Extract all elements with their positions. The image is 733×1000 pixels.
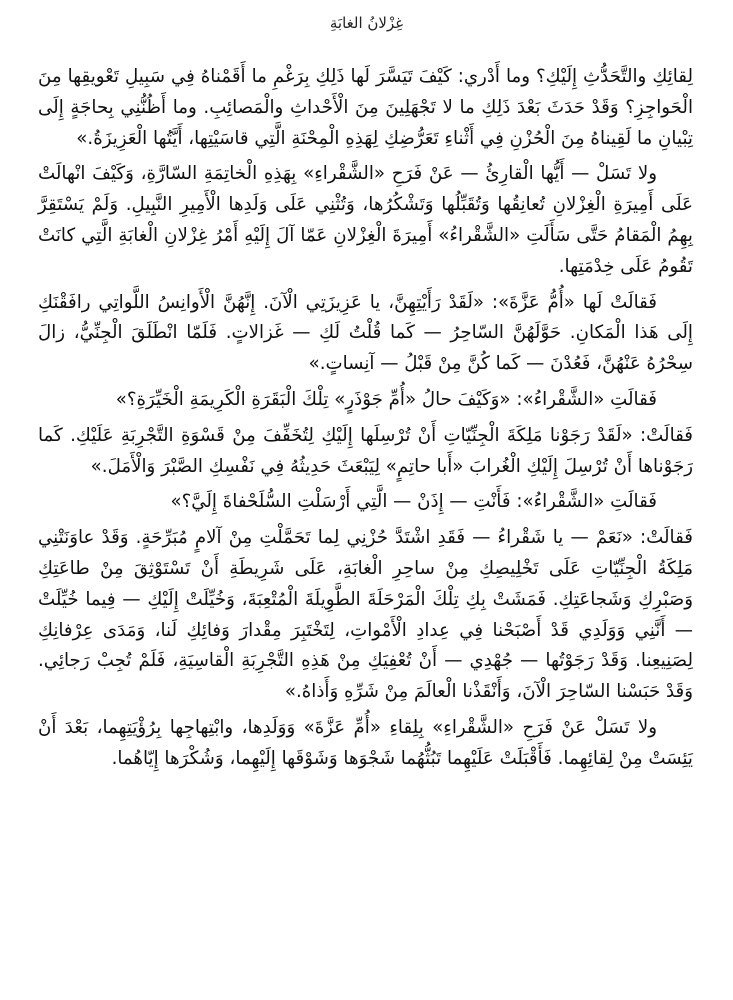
- paragraph-4: فَقالَتِ «الشَّقْراءُ»: «وَكَيْفَ حالُ «أُمِّ جَوْذَرٍ» تِلْكَ الْبَقَرَةِ الْكَرِيمَةِ الْخَيِّرَةِ؟»: [115, 388, 657, 410]
- paragraph-1: لِقائِكِ والتَّحَدُّثِ إِلَيْكِ؟ وما أَدْري: كَيْفَ تَيَسَّرَ لَها ذَلِكِ بِرَغْمِ ما أَقَمْناهُ فِي سَبِيلِ تَعْويقِها مِنَ الْحَواجِزِ؟ وَقَدْ حَدَثَ بَعْدَ ذَلِكِ ما لا تَجْهَلِينَ مِنَ الْأَحْداثِ والْمَصائِبِ. وما أَظُنُّنِي بِحاجَةٍ إِلَى تِبْيانِ ما لَقِيناهُ مِنَ الْحُزْنِ فِي أَثْناءِ تَعَرُّضِكِ لِهَذِهِ الْمِحْنَةِ الَّتِي قاسَيْتِها، أَيَّتُها الْعَزِيزَةُ.»: [38, 66, 693, 149]
- paragraph-3: فَقالَتْ لَها «أُمُّ عَزَّةَ»: «لَقَدْ رَأَيْتِهِنَّ، يا عَزِيزَتِي الْآنَ. إِنَّهُنَّ الْأَوانِسُ اللَّواتِي رافَقْنَكِ إِلَى هَذا الْمَكانِ. حَوَّلَهُنَّ السّاحِرُ — كَما قُلْتُ لَكِ — غَزالاتٍ. فَلَمّا انْطَلَقَ الْجِنِّيُّ، زالَ سِحْرُهُ عَنْهُنَّ، فَعُدْنَ — كَما كُنَّ مِنْ قَبْلُ — آنِساتٍ.»: [38, 291, 693, 375]
- paragraph-2: ولا تَسَلْ — أَيُّها الْقارِئُ — عَنْ فَرَحِ «الشَّقْراءِ» بِهَذِهِ الْخاتِمَةِ السّارَّةِ، وَكَيْفَ انْهالَتْ عَلَى أَمِيرَةِ الْغِزْلانِ تُعانِقُها وَتُقَبِّلُها وَتَشْكُرُها، وَتُثْنِي عَلَى وَلَدِها الْأَمِيرِ النَّبِيلِ. وَلَمْ يَسْتَقِرَّ بِهِمُ الْمَقامُ حَتَّى سَأَلَتِ «الشَّقْراءُ» أَمِيرَةَ الْغِزْلانِ عَمّا آلَ إِلَيْهِ أَمْرُ غِزْلانِ الْغابَةِ الَّتِي كانَتْ تَقُومُ عَلَى خِدْمَتِها.: [38, 163, 693, 277]
- body-text: [38, 62, 693, 780]
- paragraph-8: ولا تَسَلْ عَنْ فَرَحِ «الشَّقْراءِ» بِلِقاءِ «أُمِّ عَزَّةَ» وَوَلَدِها، وابْتِهاجِها بِرُؤْيَتِهِما، بَعْدَ أَنْ يَئِسَتْ مِنْ لِقائِهِما. فَأَقْبَلَتْ عَلَيْهِما تَبُثُّهُما شَجْوَها وَشَوْقَها إِلَيْهِما، وَشُكْرَها إِيّاهُما.: [38, 716, 693, 769]
- paragraph-7: فَقالَتْ: «نَعَمْ — يا شَقْراءُ — فَقَدِ اشْتَدَّ حُزْنِي لِما تَحَمَّلْتِ مِنْ آلامٍ مُبَرِّحَةٍ. وَقَدْ عاوَنَتْنِي مَلِكَةُ الْجِنِّيّاتِ عَلَى تَخْلِيصِكِ مِنْ ساحِرِ الْغابَةِ، عَلَى شَرِيطَةِ أَنْ تَسْتَوْثِقَ مِنْ طاعَتِكِ وَصَبْرِكِ وَشَجاعَتِكِ. فَمَشَتْ بِكِ تِلْكَ الْمَرْحَلَةَ الطَّوِيلَةَ الْمُتْعِبَةَ، وَخُيِّلَتْ إِلَيْكِ — فِيما خُيِّلَتْ — أَنَّنِي وَوَلَدِي قَدْ أَصْبَحْنا فِي عِدادِ الْأَمْواتِ، لِتَخْتَبِرَ مِقْدارَ وَفائِكِ لَنا، وَمَدَى عِرْفانِكِ لِصَنِيعِنا. وَقَدْ رَجَوْتُها — جُهْدِي — أَنْ تُعْفِيَكِ مِنْ هَذِهِ التَّجْرِبَةِ الْقاسِيَةِ، فَلَمْ تُجِبْ رَجائِي. وَقَدْ حَبَسْنا السّاحِرَ الْآنَ، وَأَنْقَذْنا الْعالَمَ مِنْ شَرِّهِ وَأَذاهُ.»: [38, 527, 693, 703]
- paragraph-6: فَقالَتِ «الشَّقْراءُ»: فَأَنْتِ — إِذَنْ — الَّتِي أَرْسَلْتِ السُّلَحْفاةَ إِلَيَّ؟»: [170, 491, 657, 513]
- page-header: غِزْلانُ الغابَةِ: [329, 14, 404, 32]
- paragraph-5: فَقالَتْ: «لَقَدْ رَجَوْنا مَلِكَةَ الْجِنِّيّاتِ أَنْ تُرْسِلَها إِلَيْكِ لِتُخَفِّفَ مِنْ قَسْوَةِ التَّجْرِبَةِ عَلَيْكِ. كَما رَجَوْناها أَنْ تُرْسِلَ إِلَيْكِ الْغُرابَ «أَبا حاتِمٍ» لِيَبْعَثَ حَدِيثُهُ فِي نَفْسِكِ الصَّبْرَ وَالْأَمَلَ.»: [38, 424, 693, 477]
